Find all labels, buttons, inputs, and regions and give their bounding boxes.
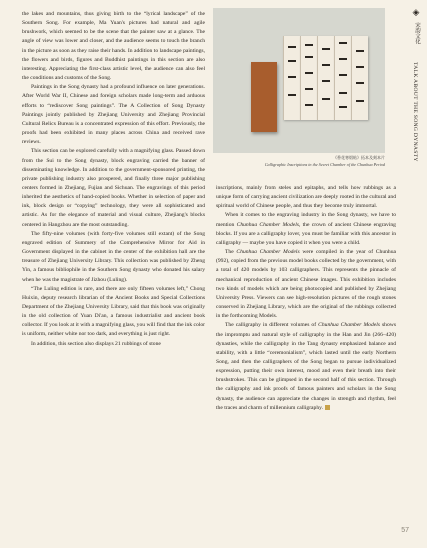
- figure-caption-en: Calligraphic Inscriptions in the Secret Chamber of the Chunhua Period: [264, 162, 385, 167]
- paragraph: [216, 321, 396, 413]
- section-title-en: TALK ABOUT THE SONG DYNASTY: [412, 62, 418, 162]
- left-column: [22, 10, 205, 349]
- paragraph: inscriptions, mainly from steles and epitaphs, and tells how rubbings as a unique form of carrying ancient civilization are deeply rooted in the cultural and spiritual world of Chinese people, and thus they become truly immortal.: [216, 185, 396, 210]
- paragraph: The fifty-nine volumes (with forty-five volumes still extant) of the Song engraved edition of Summery of the Comprehensive Mirror for Aid in Government displayed in the cabinet in the center of the exhibition hall are the treasure of Zhejiang University Library. This collection was published by Zheng Yin, a famous bibliophile in the Southern Song dynasty who donated his salary when he was the magistrate of Jizhou (Luling).: [22, 230, 205, 283]
- figure-caption-cn: 《香花寒烟帖》拓本及刻本片: [333, 155, 385, 160]
- right-column: [216, 184, 396, 413]
- text-run: When it comes to the engraving industry in the Song dynasty, we have to mention: [216, 212, 396, 228]
- paragraph: This section can be explored carefully with a magnifying glass. Passed down from the Sui to the Song dynasty, block engraving carried the banner of disseminating knowledge. In addition to the government-sponsored printing, the private publishing industry also prospered, and finally three major publishing centers formed in Zhejiang, Fujian and Sichuan. The engravings of this period inherited the aesthetics of hand-copied books. Whether in selection of paper and ink, block design or “copying” technology, they were all sophisticated and artistic. As for the elegance of material and visual culture, Zhejiang's blocks centered in Hangzhou are the most outstanding.: [22, 148, 205, 228]
- paragraph: [216, 211, 396, 248]
- logo-icon: ◈: [412, 8, 420, 18]
- title-emphasis: Chunhua Chamber Models: [236, 221, 299, 228]
- end-mark-icon: [325, 405, 330, 410]
- text-run: , the crown of ancient Chinese engraving blocks. If you are a calligraphy lover, you must be familiar with this ancestor in calligraphy — maybe you have copied it when you were a child.: [216, 221, 396, 246]
- text-run: The calligraphy in different volumes of: [225, 322, 319, 329]
- paragraph: “The Luling edition is rare, and there are only fifteen volumes left,” Chong Huixin, deputy research librarian of the Ancient Books and Special Collections Department of the Zhejiang University Library, said that this book was originally in the old collection of Yuan Di'an, a famous industrialist and ancient book collector. If you look at it with a magnifying glass, you will find that the ink color is uniform, neither white nor too dark, and everything is just right.: [22, 285, 206, 338]
- text-run: shows the impromptu and natural style of calligraphy in the Han and Jin (266–420) dynasties, while the calligraphy in the Tang dynasty emphasized balance and stability, with a little “ceremonialism”, which lasted until the early Northern Song, and then the calligraphers of the Song began to pursue individualized expression, putting their own interest, mood and even their breath into their brushstrokes. This can be glimpsed in the second half of this section. Through the calligraphy and ink proofs of famous painters and scholars in the Song dynasty, the audience can appreciate the changes in strength and rhythm, feel the traces and charm of millennium calligraphy.: [216, 322, 396, 411]
- text-run: were compiled in the year of Chunhua (992), copied from the previous model books collected by the government, with a total of 420 models by 103 calligraphers. This represents the pinnacle of mechanical reproduction of ancient Chinese images. This exhibition includes two kinds of models which are being photocopied and published by Zhejiang University Press. Viewers can see high-resolution pictures of the rough stones conserved in Zhejiang Library, which are the original of the rubbings collected in the forthcoming Models.: [216, 249, 396, 320]
- title-emphasis: Chunhua Chamber Models: [236, 249, 300, 256]
- paragraph: Paintings in the Song dynasty had a profound influence on later generations. After World War II, Chinese and foreign scholars made long-term and arduous efforts to “rediscover Song paintings”. The A Collection of Song Dynasty Paintings jointly published by Zhejiang University and Zhejiang Provincial Cultural Relics Bureau is a concentrated expression of this effort. Previously, the proofs had been exhibited in many places across China and received rave reviews.: [22, 84, 205, 146]
- title-emphasis: Chunhua Chamber Models: [318, 322, 380, 329]
- paragraph: [216, 248, 396, 321]
- section-title-cn: 宋韵文化: [414, 22, 420, 44]
- paragraph: In addition, this section also displays 21 rubbings of stone: [31, 340, 161, 347]
- calligraphy-photo: [213, 8, 385, 153]
- paragraph: the lakes and mountains, thus giving birth to the “lyrical landscape” of the Southern Song. For example, Ma Yuan's pictures had natural and agile brushwork, which seemed to be the scene that the painter saw at a glance. The angle of view was lower and closer, and the audience seems to touch the branch in the picture as soon as they raise their hands. In addition to landscape paintings, the flowers and birds, figures and Buddhist paintings in this section are also interesting. Appreciating the first-class artistic level, the audience can also feel the conditions and customs of the Song.: [22, 11, 205, 82]
- page-number: 57: [401, 527, 409, 534]
- side-tab: [405, 0, 427, 548]
- text-run: The: [225, 249, 237, 256]
